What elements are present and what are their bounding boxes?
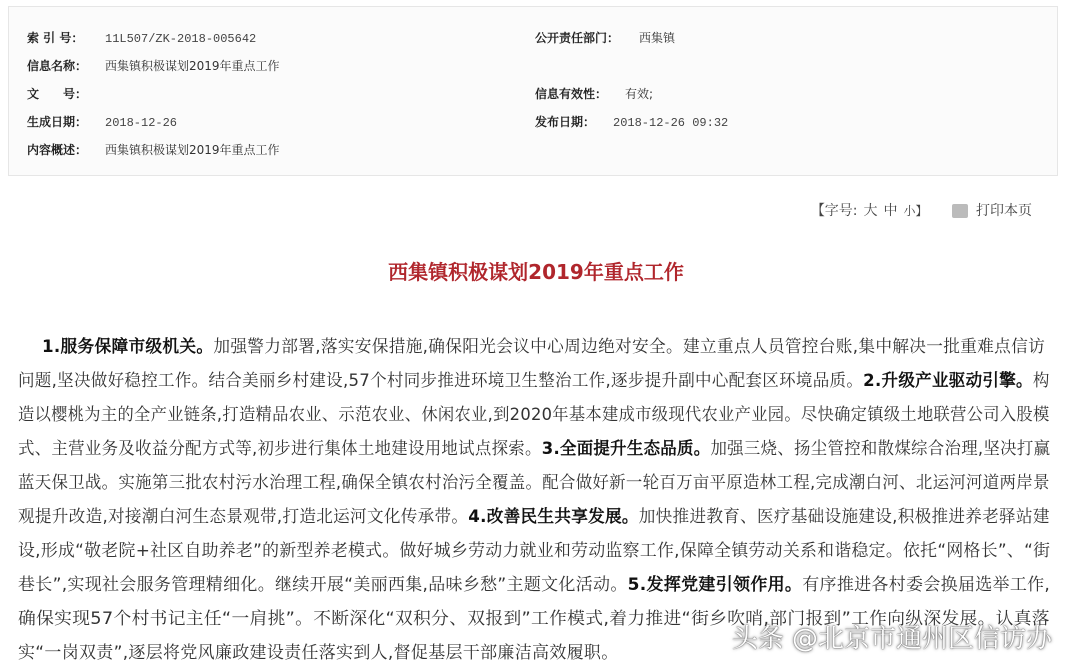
name-row [27, 57, 280, 74]
text-segment: 设,形成“敬老院+社区自助养老”的新型养老模式。做好城乡劳动力就业和劳动监察工作,保障全镇劳动关系和谐稳定。依托“网格长”、“街 [18, 541, 1051, 561]
paragraph-line [18, 366, 1050, 391]
section-heading: 5.发挥党建引领作用。 [627, 575, 803, 595]
name-value: 西集镇积极谋划2019年重点工作 [105, 59, 280, 73]
text-segment: 蓝天保卫战。实施第三批农村污水治理工程,确保全镇农村治污全覆盖。配合做好新一轮百万亩平原造林工程,完成潮白河、北运河河道两岸景 [18, 473, 1050, 493]
created-label: 生成日期： [27, 115, 88, 129]
docno-label: 文 号： [27, 87, 88, 101]
index-label: 索 引 号： [27, 31, 84, 45]
paragraph-line [42, 332, 1045, 357]
published-label: 发布日期： [535, 115, 596, 129]
text-segment: 造以樱桃为主的全产业链条,打造精品农业、示范农业、休闲农业,到2020年基本建成市级现代农业产业园。尽快确定镇级土地联营公司入股模 [18, 405, 1050, 425]
info-metadata-panel [8, 6, 1058, 176]
font-large-button[interactable]: 大 [863, 203, 878, 219]
dept-label: 公开责任部门： [535, 31, 620, 45]
paragraph-line [18, 434, 1050, 459]
published-row [535, 113, 728, 130]
page-tools [805, 200, 1032, 220]
text-segment: 问题,坚决做好稳控工作。结合美丽乡村建设,57个村同步推进环境卫生整治工作,逐步提升副中心配套区环境品质。 [18, 371, 864, 391]
printer-icon[interactable] [952, 204, 968, 218]
font-size-label: 【字号: [810, 203, 858, 219]
article-title: 西集镇积极谋划2019年重点工作 [388, 260, 684, 284]
text-segment: 巷长”,实现社会服务管理精细化。继续开展“美丽西集,品味乡愁”主题文化活动。 [18, 575, 628, 595]
name-label: 信息名称： [27, 59, 88, 73]
text-segment: 加强警力部署,落实安保措施,确保阳光会议中心周边绝对安全。建立重点人员管控台账,集中解决一批重难点信访 [213, 337, 1046, 357]
text-segment: 加快推进教育、医疗基础设施建设,积极推进养老驿站建 [638, 507, 1050, 527]
section-heading: 1.服务保障市级机关。 [42, 337, 214, 357]
font-small-button[interactable]: 小】 [903, 204, 928, 218]
summary-label: 内容概述： [27, 143, 88, 157]
validity-row [535, 85, 653, 102]
paragraph-line [18, 570, 1050, 595]
validity-label: 信息有效性： [535, 87, 608, 101]
dept-value: 西集镇 [639, 31, 676, 45]
index-value: 11L507/ZK-2018-005642 [105, 32, 257, 46]
text-segment: 加强三烧、扬尘管控和散煤综合治理,坚决打赢 [710, 439, 1051, 459]
section-heading: 2.升级产业驱动引擎。 [863, 371, 1033, 391]
paragraph-line [18, 502, 1050, 527]
docno-row [27, 85, 87, 102]
created-row [27, 113, 177, 130]
text-segment: 构 [1032, 371, 1050, 391]
index-row [27, 29, 256, 46]
text-segment: 实“一岗双责”,逐层将党风廉政建设责任落实到人,督促基层干部廉洁高效履职。 [18, 643, 619, 663]
watermark: 头条 @北京市通州区信访办 [731, 624, 1052, 654]
paragraph-line [18, 536, 1050, 561]
summary-value: 西集镇积极谋划2019年重点工作 [105, 143, 280, 157]
text-segment: 式、主营业务及收益分配方式等,初步进行集体土地建设用地试点探索。 [18, 439, 542, 459]
print-page-link[interactable]: 打印本页 [976, 203, 1032, 219]
validity-value: 有效; [625, 87, 654, 101]
published-value: 2018-12-26 09:32 [613, 116, 729, 130]
text-segment: 观提升改造,对接潮白河生态景观带,打造北运河文化传承带。 [18, 507, 469, 527]
paragraph-line [18, 638, 619, 663]
dept-row [535, 29, 675, 46]
text-segment: 确保实现57个村书记主任“一肩挑”。不断深化“双积分、双报到”工作模式,着力推进“街乡吹哨,部门报到”工作向纵深发展。认真落 [18, 609, 1050, 629]
paragraph-line [18, 400, 1050, 425]
created-value: 2018-12-26 [105, 116, 178, 130]
font-medium-button[interactable]: 中 [883, 203, 898, 219]
text-segment: 有序推进各村委会换届选举工作, [802, 575, 1051, 595]
section-heading: 4.改善民生共享发展。 [468, 507, 639, 527]
summary-row [27, 141, 280, 158]
paragraph-line [18, 468, 1050, 493]
section-heading: 3.全面提升生态品质。 [541, 439, 711, 459]
